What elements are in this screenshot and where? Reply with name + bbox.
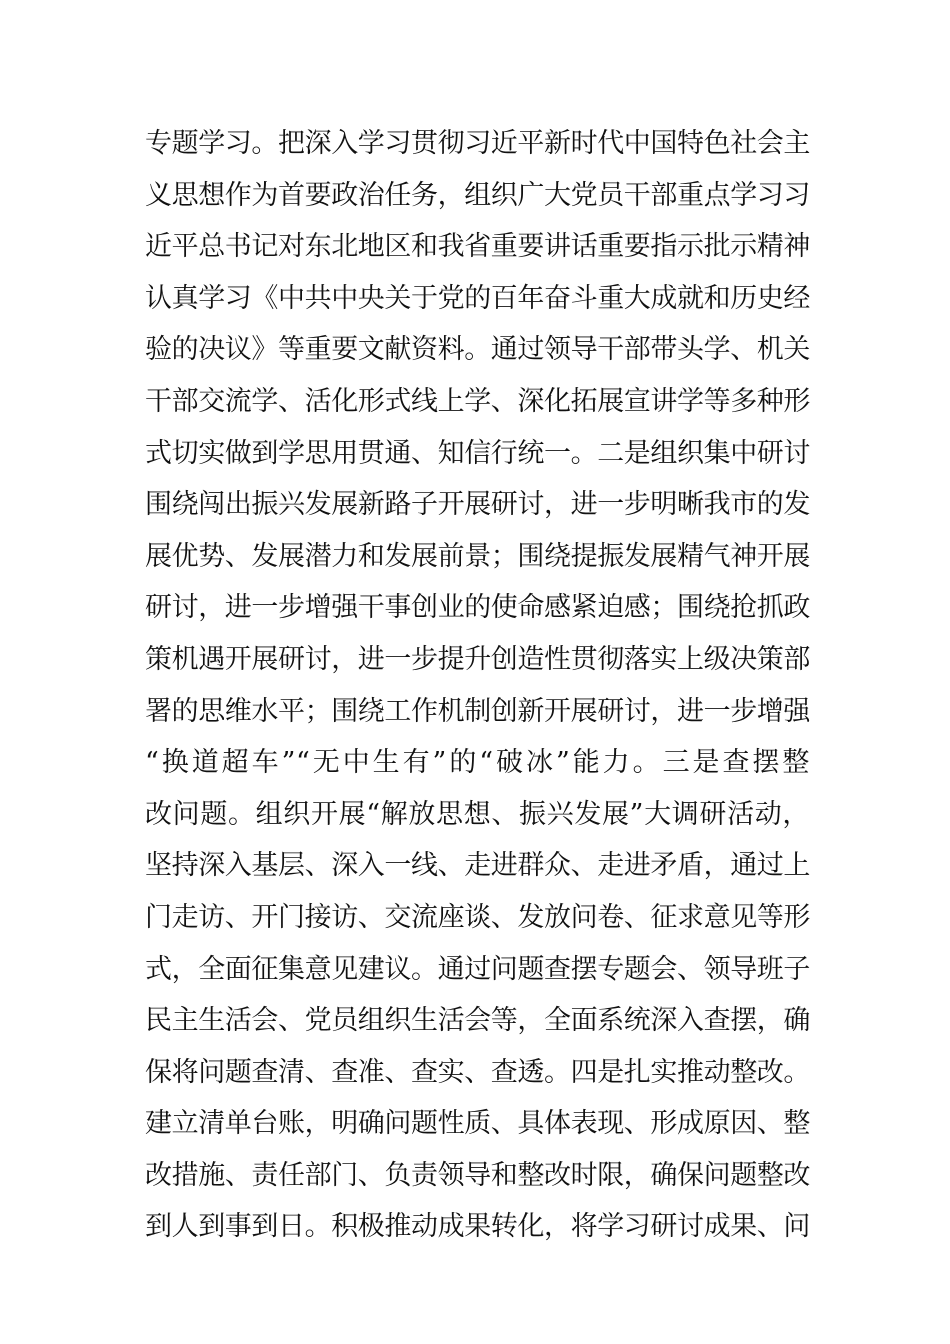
text-line: 到人到事到日。积极推动成果转化，将学习研讨成果、问 [145, 1211, 810, 1243]
text-line: “换道超车”“无中生有”的“破冰”能力。三是查摆整 [145, 747, 810, 779]
text-line: 改问题。组织开展“解放思想、振兴发展”大调研活动， [145, 798, 810, 830]
text-line: 改措施、责任部门、负责领导和整改时限，确保问题整改 [145, 1159, 810, 1191]
body-paragraph [145, 127, 810, 1262]
text-line: 门走访、开门接访、交流座谈、发放问卷、征求意见等形 [145, 901, 810, 933]
text-line: 民主生活会、党员组织生活会等，全面系统深入查摆，确 [145, 1005, 810, 1037]
text-line: 式，全面征集意见建议。通过问题查摆专题会、领导班子 [145, 953, 810, 985]
text-line: 策机遇开展研讨，进一步提升创造性贯彻落实上级决策部 [145, 643, 810, 675]
text-line: 验的决议》等重要文献资料。通过领导干部带头学、机关 [145, 334, 810, 366]
text-line: 展优势、发展潜力和发展前景；围绕提振发展精气神开展 [145, 540, 810, 572]
text-line: 坚持深入基层、深入一线、走进群众、走进矛盾，通过上 [145, 850, 810, 882]
text-line: 干部交流学、活化形式线上学、深化拓展宣讲学等多种形 [145, 385, 810, 417]
text-line: 式切实做到学思用贯通、知信行统一。二是组织集中研讨 [145, 437, 810, 469]
text-line: 署的思维水平；围绕工作机制创新开展研讨，进一步增强 [145, 695, 810, 727]
text-line: 研讨，进一步增强干事创业的使命感紧迫感；围绕抢抓政 [145, 592, 810, 624]
text-line: 专题学习。把深入学习贯彻习近平新时代中国特色社会主 [145, 128, 810, 159]
text-line: 围绕闯出振兴发展新路子开展研讨，进一步明晰我市的发 [145, 489, 810, 521]
text-line: 认真学习《中共中央关于党的百年奋斗重大成就和历史经 [145, 282, 810, 314]
text-line: 近平总书记对东北地区和我省重要讲话重要指示批示精神 [145, 231, 810, 263]
text-line: 义思想作为首要政治任务，组织广大党员干部重点学习习 [145, 179, 810, 211]
text-line: 保将问题查清、查准、查实、查透。四是扎实推动整改。 [145, 1056, 810, 1088]
text-line: 建立清单台账，明确问题性质、具体表现、形成原因、整 [145, 1108, 810, 1140]
